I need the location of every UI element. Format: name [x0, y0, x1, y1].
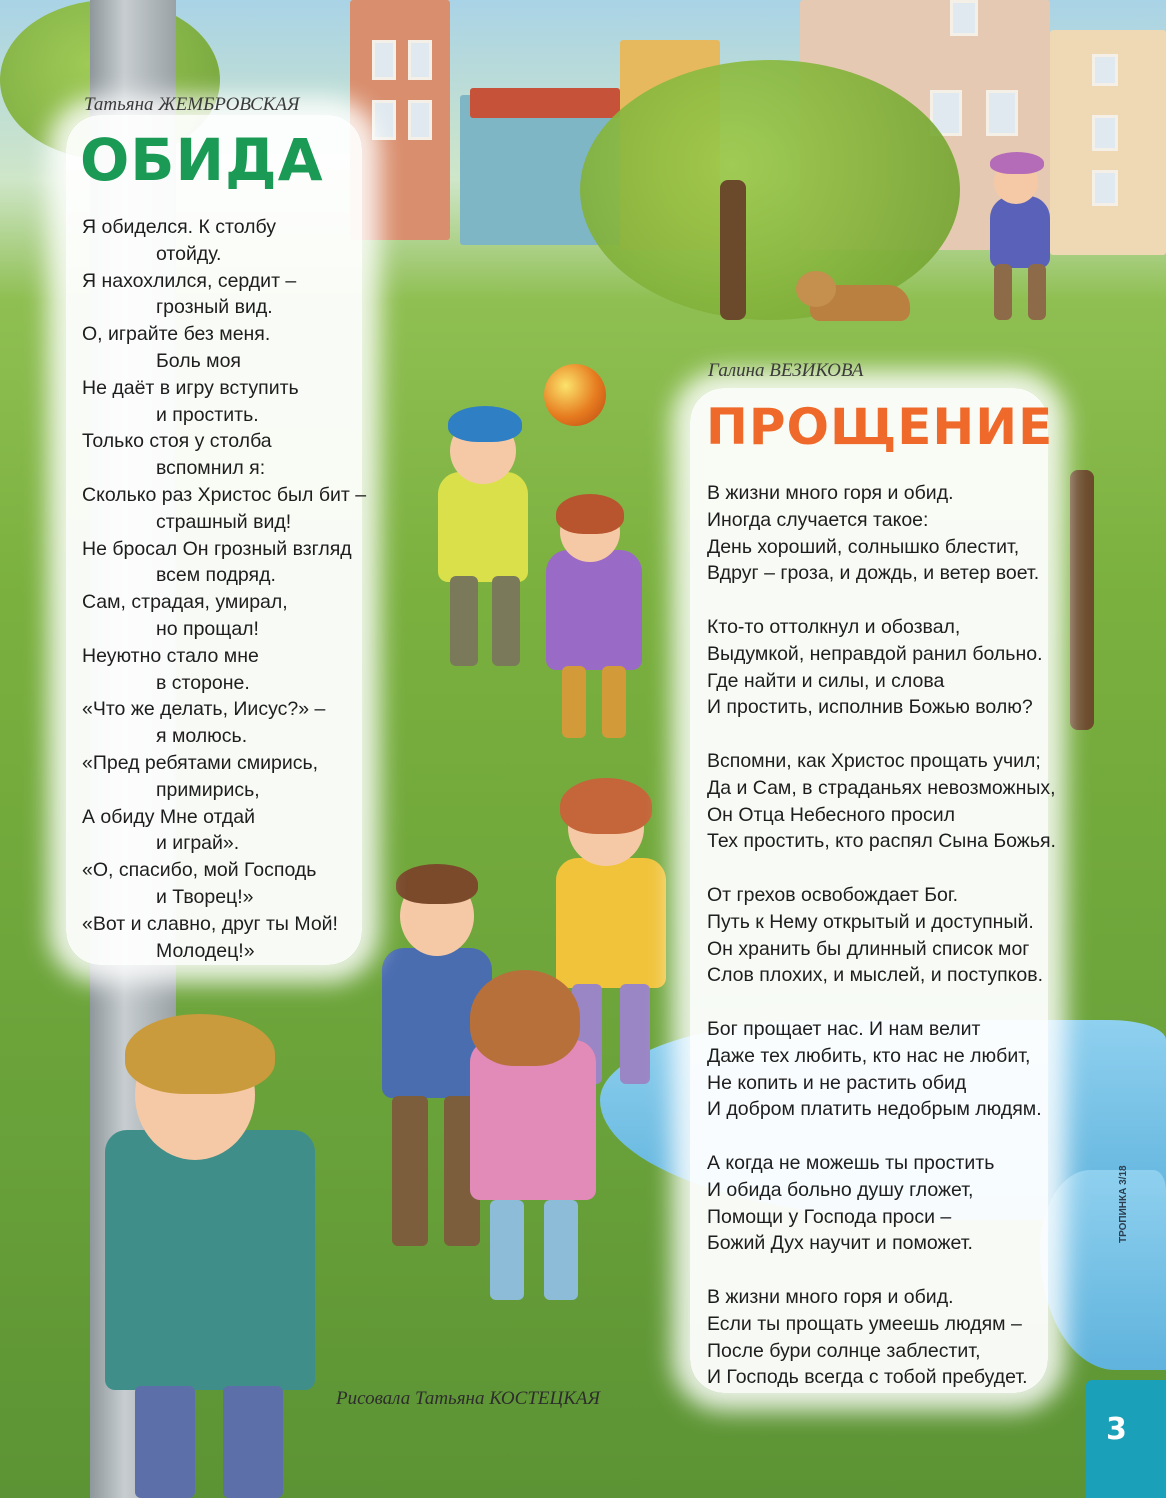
tree-trunk-center: [720, 180, 746, 320]
poem-line: О, играйте без меня.: [82, 323, 271, 346]
illustrator-credit: Рисовала Татьяна КОСТЕЦКАЯ: [336, 1388, 600, 1409]
poem-line: Путь к Нему открытый и доступный.: [707, 910, 1034, 933]
poem-line: «О, спасибо, мой Господь: [82, 859, 317, 882]
stanza-gap: [707, 1123, 1056, 1150]
poem-line: в стороне.: [156, 671, 250, 694]
poem-line: Вдруг – гроза, и дождь, и ветер воет.: [707, 562, 1040, 585]
poem-line: грозный вид.: [156, 296, 273, 319]
poem-line: «Пред ребятами смирись,: [82, 751, 319, 774]
poem-line: Он хранить бы длинный список мог: [707, 937, 1030, 960]
poem-line: но прощал!: [156, 617, 259, 640]
girl-purple: [520, 490, 670, 750]
girl-pink: [440, 970, 620, 1320]
poem-line: примирись,: [156, 778, 260, 801]
poem-line: День хороший, солнышко блестит,: [707, 535, 1020, 558]
poem-line: и Творец!»: [156, 885, 254, 908]
poem-line: всем подряд.: [156, 564, 276, 587]
poem-line: Сколько раз Христос был бит –: [82, 483, 367, 506]
poem-line: и простить.: [156, 403, 259, 426]
poem-line: «Вот и славно, друг ты Мой!: [82, 912, 338, 935]
poem-line: От грехов освобождает Бог.: [707, 883, 959, 906]
right-poem-title: ПРОЩЕНИЕ: [706, 398, 1054, 456]
poem-line: Не бросал Он грозный взгляд: [82, 537, 352, 560]
poem-line: И добром платить недобрым людям.: [707, 1098, 1042, 1121]
poem-line: В жизни много горя и обид.: [707, 482, 954, 504]
tree-trunk-right: [1070, 470, 1094, 730]
poem-line: Даже тех любить, кто нас не любит,: [707, 1044, 1031, 1067]
poem-line: Кто-то оттолкнул и обозвал,: [707, 615, 961, 638]
poem-line: страшный вид!: [156, 510, 292, 533]
poem-line: После бури солнце заблестит,: [707, 1339, 981, 1362]
poem-line: Бог прощает нас. И нам велит: [707, 1017, 981, 1040]
river-bottom: [1040, 1170, 1166, 1370]
poem-line: А когда не можешь ты простить: [707, 1151, 995, 1174]
stanza-gap: [707, 1257, 1056, 1284]
poem-line: Тех простить, кто распял Сына Божья.: [707, 830, 1056, 853]
poem-line: А обиду Мне отдай: [82, 805, 255, 828]
left-poem-author: Татьяна ЖЕМБРОВСКАЯ: [84, 94, 300, 115]
poem-line: и играй».: [156, 832, 240, 855]
poem-line: Да и Сам, в страданьях невозможных,: [707, 776, 1056, 799]
poem-line: Он Отца Небесного просил: [707, 803, 955, 826]
poem-line: Вспомни, как Христос прощать учил;: [707, 749, 1041, 772]
poem-line: И Господь всегда с тобой пребудет.: [707, 1366, 1028, 1389]
poem-line: Слов плохих, и мыслей, и поступков.: [707, 964, 1044, 987]
stanza-gap: [707, 587, 1056, 614]
poem-line: Молодец!»: [156, 939, 255, 962]
magazine-issue-label: ТРОПИНКА 3/18: [1118, 1165, 1129, 1243]
poem-line: «Что же делать, Иисус?» –: [82, 698, 326, 721]
poem-line: Иногда случается такое:: [707, 508, 929, 531]
left-poem-text: [82, 214, 366, 964]
poem-line: Где найти и силы, и слова: [707, 669, 945, 692]
poem-line: я молюсь.: [156, 725, 248, 748]
poem-line: В жизни много горя и обид.: [707, 1285, 954, 1308]
poem-line: Только стоя у столба: [82, 430, 272, 453]
poem-line: Я нахохлился, сердит –: [82, 269, 297, 292]
poem-line: Я обиделся. К столбу: [82, 216, 277, 238]
stanza-gap: [707, 989, 1056, 1016]
poem-line: Божий Дух научит и поможет.: [707, 1232, 973, 1255]
building-tall: [350, 0, 450, 240]
poem-line: Не копить и не растить обид: [707, 1071, 967, 1094]
stanza-gap: [707, 855, 1056, 882]
poem-line: Выдумкой, неправдой ранил больно.: [707, 642, 1043, 665]
stanza-gap: [707, 721, 1056, 748]
right-poem-text: [707, 480, 1056, 1391]
running-boy: [960, 150, 1080, 330]
boy-at-pole: [95, 1010, 325, 1498]
poem-line: вспомнил я:: [156, 457, 266, 480]
poem-line: Если ты прощать умеешь людям –: [707, 1312, 1022, 1335]
dog: [790, 265, 930, 335]
poem-line: отойду.: [156, 242, 222, 265]
poem-line: Помощи у Господа проси –: [707, 1205, 952, 1228]
right-poem-author: Галина ВЕЗИКОВА: [708, 360, 864, 381]
page-number: 3: [1106, 1412, 1127, 1447]
poem-line: Боль моя: [156, 349, 241, 372]
poem-line: Сам, страдая, умирал,: [82, 591, 288, 614]
building-red-roof: [470, 88, 620, 118]
poem-line: И обида больно душу гложет,: [707, 1178, 974, 1201]
poem-line: И простить, исполнив Божью волю?: [707, 696, 1033, 719]
left-poem-title: ОБИДА: [80, 126, 324, 194]
poem-line: Не даёт в игру вступить: [82, 376, 299, 399]
poem-line: Неуютно стало мне: [82, 644, 259, 667]
